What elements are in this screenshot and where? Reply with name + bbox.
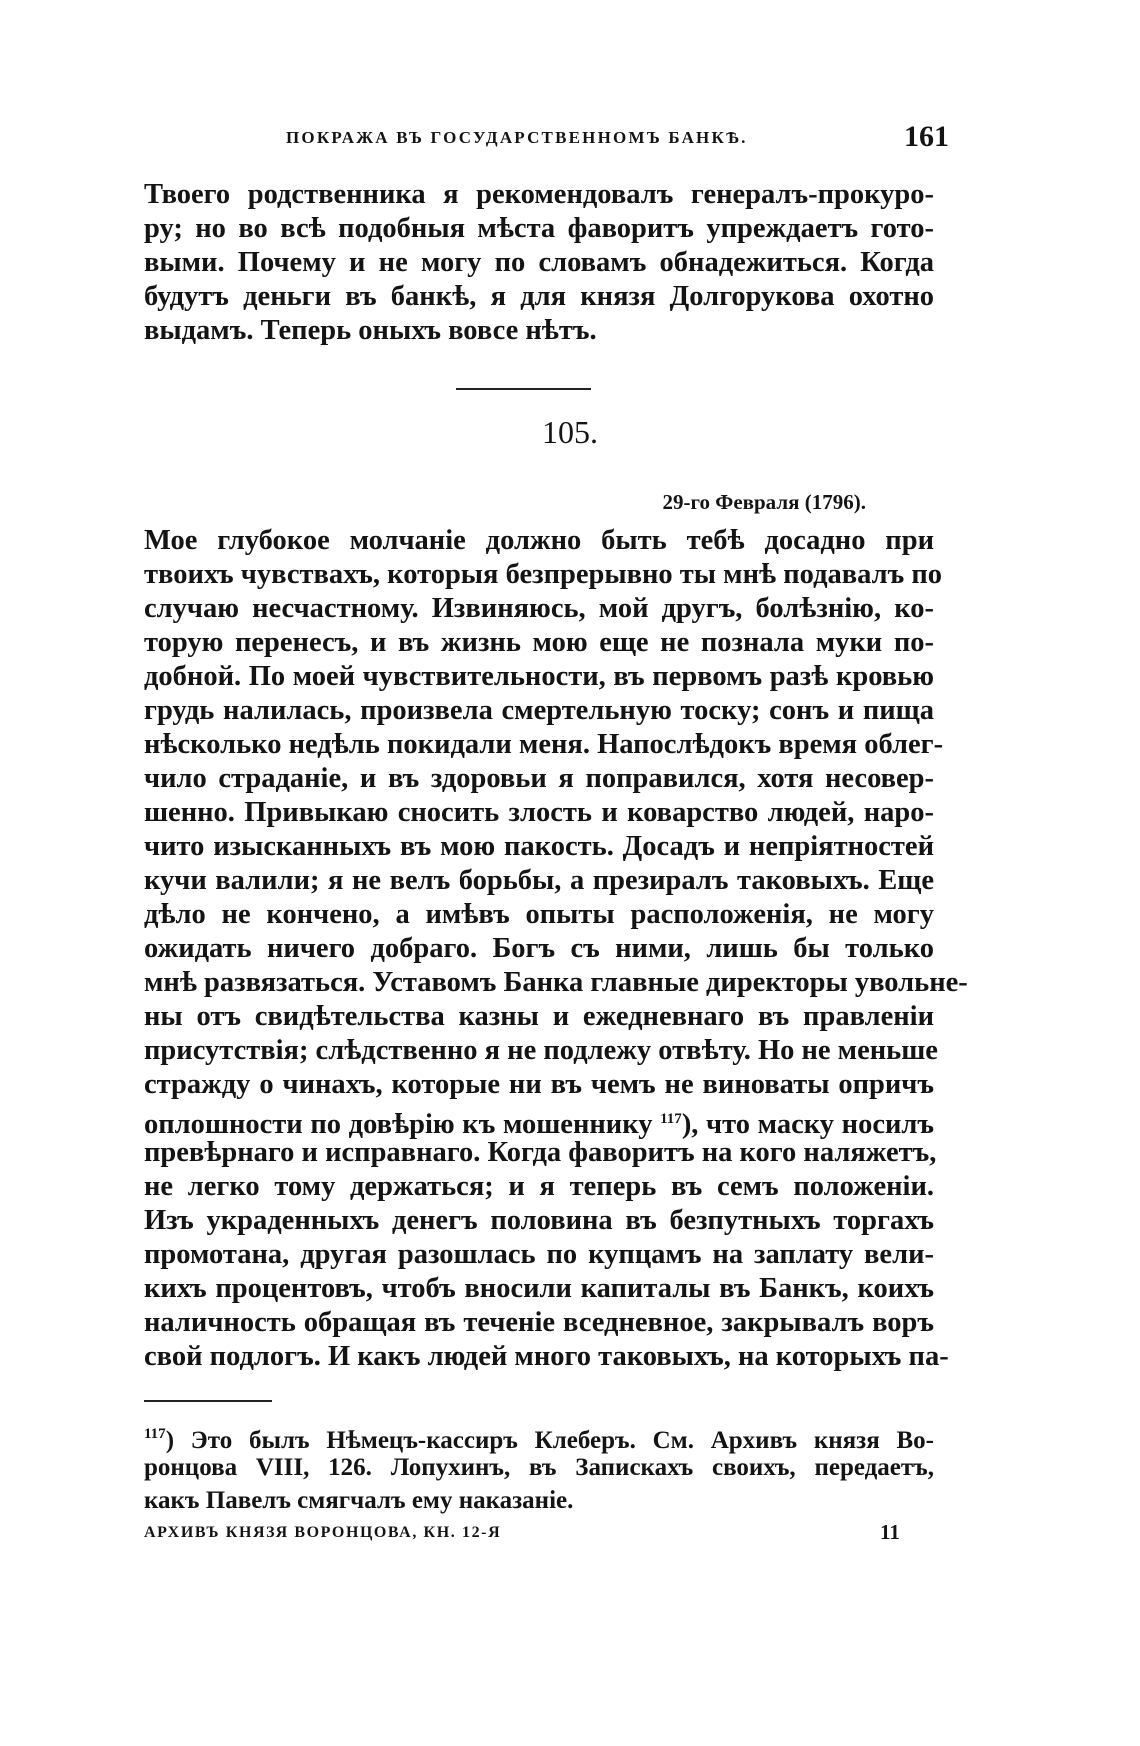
text-line: Мое глубокое молчаніе должно быть тебѣ досадно при [144, 525, 934, 556]
footnote-line: ронцова VIII, 126. Лопухинъ, въ Запискахъ своихъ, передаетъ, [144, 1454, 934, 1481]
text-line-with-footnote-ref [144, 1102, 935, 1140]
footnote-divider [144, 1400, 272, 1402]
text-line: грудь налилась, произвела смертельную тоску; сонъ и пища [144, 695, 934, 726]
text-line: не легко тому держаться; и я теперь въ семъ положеніи. [144, 1171, 934, 1202]
text-line: добной. По моей чувствительности, въ первомъ разѣ кровью [144, 661, 934, 692]
text-line: кихъ процентовъ, чтобъ вносили капиталы въ Банкъ, коихъ [144, 1273, 934, 1304]
text-line: присутствія; слѣдственно я не подлежу отвѣту. Но не меньше [144, 1035, 938, 1066]
text-line: свой подлогъ. И какъ людей много таковыхъ, на которыхъ па- [144, 1341, 949, 1372]
text-line: чило страданіе, и въ здоровьи я поправился, хотя несовер- [144, 763, 934, 794]
signature-line: АРХИВЪ КНЯЗЯ ВОРОНЦОВА, КН. 12-Я [144, 1524, 502, 1541]
footnote [144, 1418, 934, 1517]
page-number: 161 [904, 120, 949, 153]
text-line: торую перенесъ, и въ жизнь мою еще не познала муки по- [144, 627, 934, 658]
text-line: твоихъ чувствахъ, которыя безпрерывно ты мнѣ подавалъ по [144, 559, 943, 590]
text-line: промотана, другая разошлась по купцамъ на заплату вели- [144, 1239, 934, 1270]
footnote-mark: 117 [144, 1426, 166, 1442]
text-line: выдамъ. Теперь оныхъ вовсе нѣтъ. [144, 315, 597, 346]
text-line: Твоего родственника я рекомендовалъ генералъ-прокуро- [144, 179, 934, 210]
running-head: ПОКРАЖА ВЪ ГОСУДАРСТВЕННОМЪ БАНКѢ. [286, 128, 748, 147]
text-line: выми. Почему и не могу по словамъ обнадежиться. Когда [144, 247, 934, 278]
text-line: ру; но во всѣ подобныя мѣста фаворитъ упреждаетъ гото- [144, 213, 934, 244]
letter-body [144, 524, 968, 1374]
text-line: наличность обращая въ теченіе вседневное, закрывалъ воръ [144, 1307, 934, 1338]
sheet-number: 11 [880, 1520, 900, 1544]
letter-number: 105. [542, 414, 598, 450]
text-line: случаю несчастному. Извиняюсь, мой другъ, болѣзнію, ко- [144, 593, 934, 624]
letter-date: 29-го Февраля (1796). [662, 490, 866, 514]
text-line: будутъ деньги въ банкѣ, я для князя Долгорукова охотно [144, 281, 934, 312]
footnote-reference[interactable]: 117 [660, 1111, 682, 1127]
intro-paragraph [144, 178, 934, 348]
footnote-line: какъ Павелъ смягчалъ ему наказаніе. [144, 1487, 574, 1514]
text-line: ны отъ свидѣтельства казны и ежедневнаго въ правленіи [144, 1001, 934, 1032]
text-fragment: оплошности по довѣрію къ мошеннику [144, 1109, 653, 1140]
text-line: Изъ украденныхъ денегъ половина въ безпутныхъ торгахъ [144, 1205, 934, 1236]
text-fragment: ), что маску носилъ [681, 1109, 935, 1140]
text-line: кучи валили; я не велъ борьбы, а презиралъ таковыхъ. Еще [144, 865, 934, 896]
text-fragment: ) Это былъ Нѣмецъ-кассиръ Клеберъ. См. Архивъ князя Во- [165, 1427, 934, 1454]
text-line: стражду о чинахъ, которые ни въ чемъ не виноваты опричъ [144, 1069, 934, 1100]
text-line: чито изысканныхъ въ мою пакость. Досадъ и непріятностей [144, 831, 934, 862]
section-divider [456, 388, 591, 390]
text-line: превѣрнаго и исправнаго. Когда фаворитъ на кого наляжетъ, [144, 1137, 937, 1168]
text-line: нѣсколько недѣль покидали меня. Напослѣдокъ время облег- [144, 729, 944, 760]
text-line: шенно. Привыкаю сносить злость и коварство людей, наро- [144, 797, 934, 828]
footnote-line [144, 1418, 934, 1454]
text-line: дѣло не кончено, а имѣвъ опыты расположенія, не могу [144, 899, 934, 930]
text-line: мнѣ развязаться. Уставомъ Банка главные директоры увольне- [144, 967, 968, 998]
text-line: ожидать ничего добраго. Богъ съ ними, лишь бы только [144, 933, 934, 964]
